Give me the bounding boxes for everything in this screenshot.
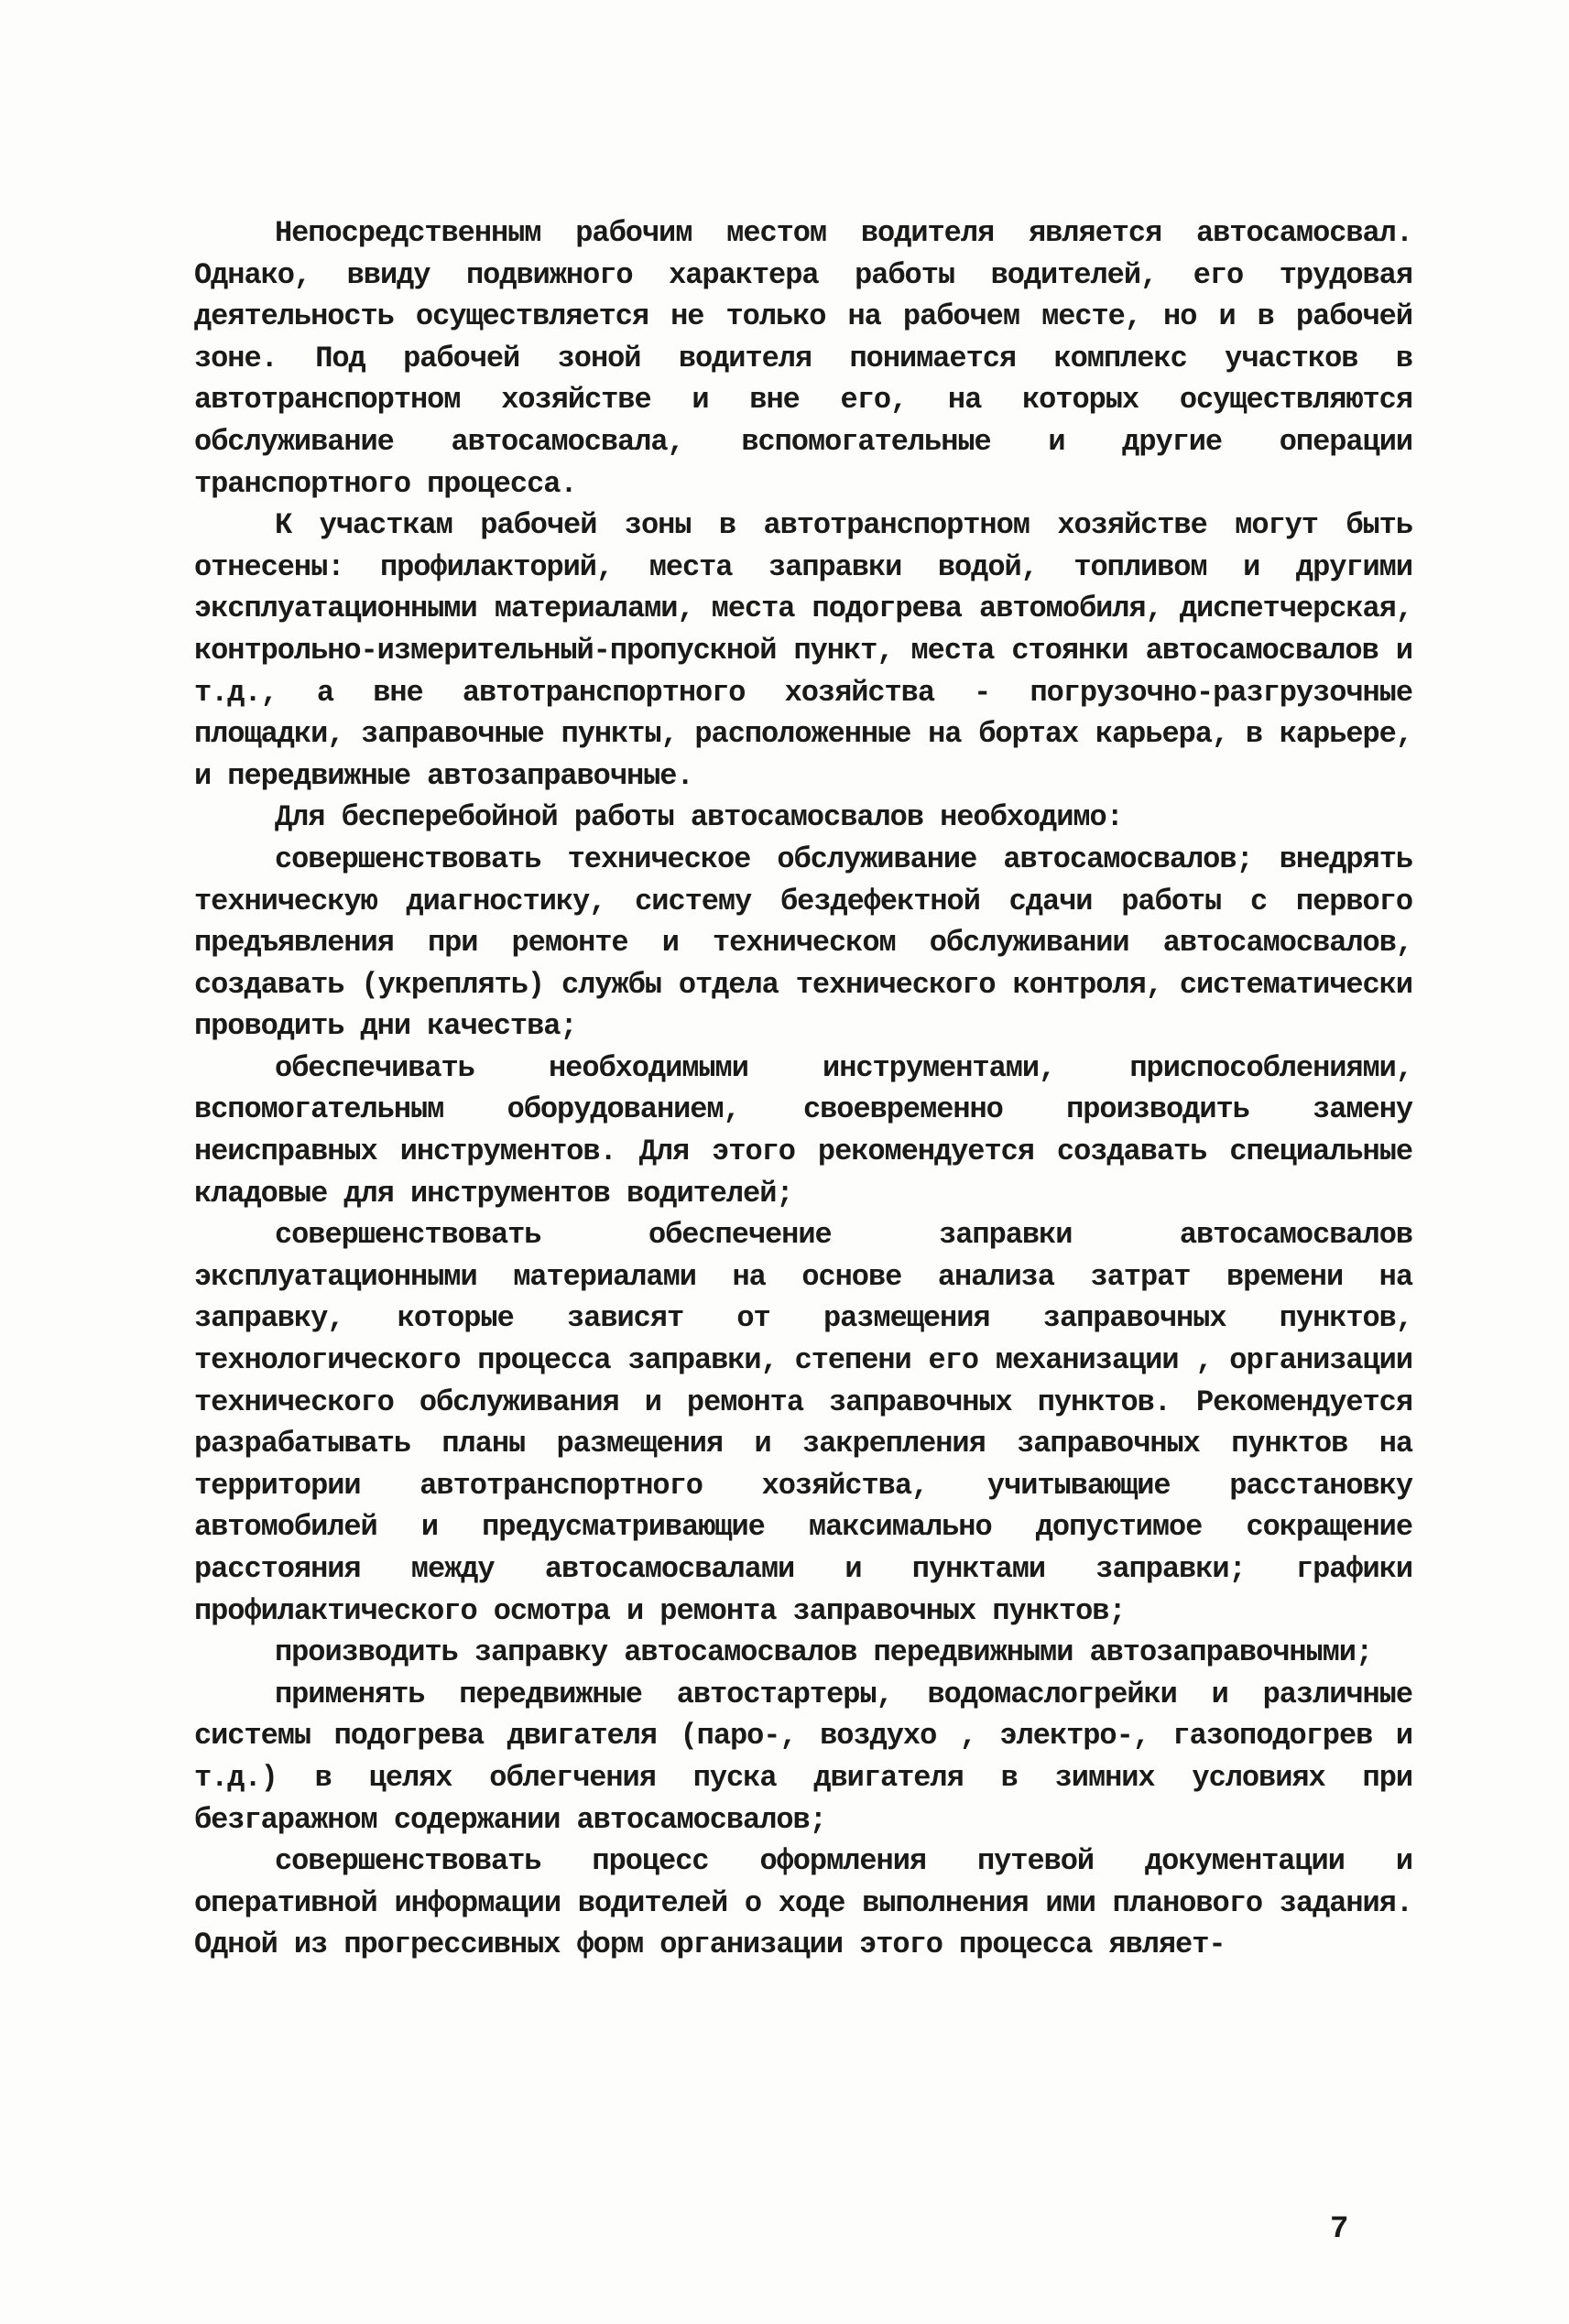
- list-item-tools: обеспечивать необходимыми инструментами, приспособлениями, вспомогательным оборудованием, своевременно производить замену неисправных инструментов. Для этого рекомендуется создавать специальные кладовые для инструментов водителей;: [194, 1050, 1412, 1211]
- body-text: [194, 212, 1412, 1966]
- list-item-maintenance: совершенствовать техническое обслуживание автосамосвалов; внедрять техническую диагностику, систему бездефектной сдачи работы с первого предъявления при ремонте и техническом обслуживании автосамосвалов, создавать (укреплять) службы отдела технического контроля, систематически проводить дни качества;: [194, 842, 1412, 1044]
- paragraph-requirements-intro: Для бесперебойной работы автосамосвалов необходимо:: [275, 800, 1123, 835]
- list-item-documentation: совершенствовать процесс оформления путевой документации и оперативной информации водителей о ходе выполнения ими планового задания. Одной из прогрессивных форм организации этого процесса являет-: [194, 1844, 1412, 1962]
- paragraph-work-zone-areas: К участкам рабочей зоны в автотранспортном хозяйстве могут быть отнесены: профилакторий, места заправки водой, топливом и другими эксплуатационными материалами, места подогрева автомобиля, диспетчерская, контрольно-измерительный-пропускной пункт, места стоянки автосамосвалов и т.д., а вне автотранспортного хозяйства - погрузочно-разгрузочные площадки, заправочные пункты, расположенные на бортах карьера, в карьере, и передвижные автозаправочные.: [194, 508, 1412, 793]
- page-number: 7: [1330, 2212, 1349, 2247]
- list-item-preheating: применять передвижные автостартеры, водомаслогрейки и различные системы подогрева двигателя (паро-, воздухо , электро-, газоподогрев и т.д.) в целях облегчения пуска двигателя в зимних условиях при безгаражном содержании автосамосвалов;: [194, 1677, 1412, 1837]
- paragraph-work-zone-definition: Непосредственным рабочим местом водителя является автосамосвал. Однако, ввиду подвижного характера работы водителей, его трудовая деятельность осуществляется не только на рабочем месте, но и в рабочей зоне. Под рабочей зоной водителя понимается комплекс участков в автотранспортном хозяйстве и вне его, на которых осуществляются обслуживание автосамосвала, вспомогательные и другие операции транспортного процесса.: [194, 216, 1412, 501]
- list-item-fueling: совершенствовать обеспечение заправки автосамосвалов эксплуатационными материалами на основе анализа затрат времени на заправку, которые зависят от размещения заправочных пунктов, технологического процесса заправки, степени его механизации , организации технического обслуживания и ремонта заправочных пунктов. Рекомендуется разрабатывать планы размещения и закрепления заправочных пунктов на территории автотранспортного хозяйства, учитывающие расстановку автомобилей и предусматривающие максимально допустимое сокращение расстояния между автосамосвалами и пунктами заправки; графики профилактического осмотра и ремонта заправочных пунктов;: [194, 1218, 1412, 1628]
- list-item-mobile-fueling: производить заправку автосамосвалов передвижными автозаправочными;: [275, 1635, 1373, 1670]
